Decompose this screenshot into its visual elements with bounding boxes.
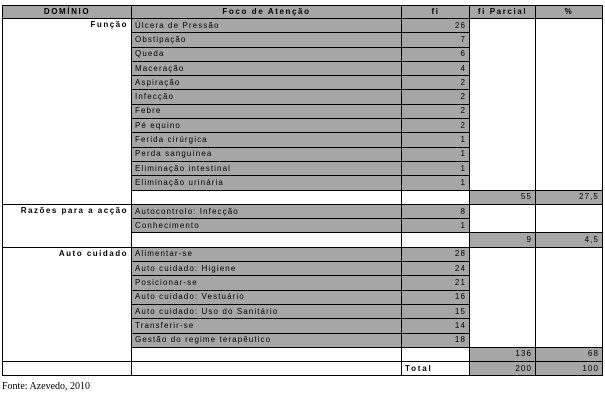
table-row (3, 19, 603, 33)
subtotal-empty-focus (132, 190, 402, 204)
subtotal-pct: 68 (536, 347, 603, 361)
fi-cell: 1 (402, 161, 470, 175)
total-empty-focus (132, 362, 402, 376)
fi-cell: 2 (402, 76, 470, 90)
focus-cell: Conhecimento (132, 219, 402, 233)
fi-parcial-blank (470, 247, 536, 347)
focus-cell: Auto cuidado: Vestuário (132, 290, 402, 304)
fi-cell: 24 (402, 262, 470, 276)
header-fi: fi (402, 6, 470, 19)
total-label: Total (402, 362, 470, 376)
subtotal-pct: 27,5 (536, 190, 603, 204)
fi-cell: 1 (402, 219, 470, 233)
table-row (3, 247, 603, 261)
fi-cell: 6 (402, 47, 470, 61)
focus-cell: Posicionar-se (132, 276, 402, 290)
total-fi-parcial: 200 (470, 362, 536, 376)
fi-cell: 26 (402, 19, 470, 33)
focus-cell: Pé equino (132, 119, 402, 133)
focus-cell: Eliminação urinária (132, 176, 402, 190)
focus-cell: Auto cuidado: Higiene (132, 262, 402, 276)
fi-parcial-blank (470, 19, 536, 191)
fi-cell: 2 (402, 90, 470, 104)
subtotal-empty-fi (402, 347, 470, 361)
domain-cell: Razões para a acção (3, 204, 132, 247)
subtotal-fi-parcial: 55 (470, 190, 536, 204)
focus-table (2, 5, 603, 376)
focus-cell: Obstipação (132, 33, 402, 47)
focus-cell: Infecção (132, 90, 402, 104)
source-note: Fonte: Azevedo, 2010 (2, 381, 91, 392)
fi-cell: 4 (402, 61, 470, 75)
pct-blank (536, 19, 603, 191)
table-row (3, 204, 603, 218)
fi-cell: 14 (402, 319, 470, 333)
focus-cell: Gestão do regime terapêutico (132, 333, 402, 347)
fi-cell: 18 (402, 333, 470, 347)
focus-cell: Autocontrolo: Infecção (132, 204, 402, 218)
subtotal-fi-parcial: 136 (470, 347, 536, 361)
fi-cell: 2 (402, 104, 470, 118)
focus-cell: Perda sanguínea (132, 147, 402, 161)
header-dominio: DOMÍNIO (3, 6, 132, 19)
fi-cell: 15 (402, 304, 470, 318)
subtotal-empty-focus (132, 233, 402, 247)
total-empty-dom (3, 362, 132, 376)
focus-cell: Febre (132, 104, 402, 118)
header-pct: % (536, 6, 603, 19)
fi-cell: 8 (402, 204, 470, 218)
subtotal-pct: 4,5 (536, 233, 603, 247)
fi-cell: 16 (402, 290, 470, 304)
focus-cell: Ferida cirúrgica (132, 133, 402, 147)
fi-cell: 7 (402, 33, 470, 47)
focus-cell: Eliminação intestinal (132, 161, 402, 175)
focus-cell: Queda (132, 47, 402, 61)
fi-cell: 28 (402, 247, 470, 261)
focus-cell: Auto cuidado: Uso do Sanitário (132, 304, 402, 318)
pct-blank (536, 204, 603, 233)
total-pct: 100 (536, 362, 603, 376)
subtotal-empty-fi (402, 233, 470, 247)
fi-cell: 2 (402, 119, 470, 133)
subtotal-fi-parcial: 9 (470, 233, 536, 247)
domain-cell: Função (3, 19, 132, 205)
table-body (3, 6, 603, 376)
pct-blank (536, 247, 603, 347)
focus-cell: Úlcera de Pressão (132, 19, 402, 33)
fi-cell: 1 (402, 176, 470, 190)
focus-cell: Aspiração (132, 76, 402, 90)
focus-cell: Maceração (132, 61, 402, 75)
fi-cell: 1 (402, 147, 470, 161)
header-foco: Foco de Atenção (132, 6, 402, 19)
fi-parcial-blank (470, 204, 536, 233)
focus-cell: Transferir-se (132, 319, 402, 333)
fi-cell: 21 (402, 276, 470, 290)
domain-cell: Auto cuidado (3, 247, 132, 361)
fi-cell: 1 (402, 133, 470, 147)
total-row (3, 362, 603, 376)
focus-cell: Alimentar-se (132, 247, 402, 261)
subtotal-empty-focus (132, 347, 402, 361)
subtotal-empty-fi (402, 190, 470, 204)
header-row (3, 6, 603, 19)
header-fi-parcial: fi Parcial (470, 6, 536, 19)
